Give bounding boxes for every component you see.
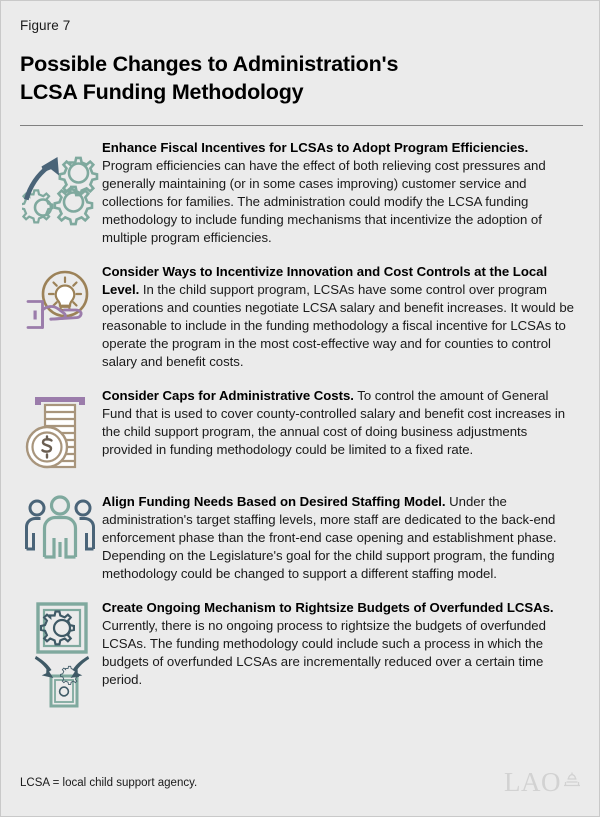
three-people-staffing-icon <box>20 491 102 583</box>
list-item-text <box>102 597 583 689</box>
list-item-text <box>102 491 583 583</box>
list-item-body: To control the amount of General Fund that is used to cover county-controlled salary and benefit cost increases in the child support program, the annual cost of doing business adjustments provided in funding methodology could be limited to a fixed rate. <box>102 388 566 458</box>
page-title <box>20 50 540 107</box>
list-item-body: Program efficiencies can have the effect of both relieving cost pressures and generally maintaining (or in some cases improving) customer service and collections for families. The administration could modify the LCSA funding methodology to include funding mechanisms that incentivize the adoption of multiple program efficiencies. <box>102 158 546 246</box>
figure-label: Figure 7 <box>20 18 71 33</box>
capped-coin-stack-icon <box>20 385 102 477</box>
page-title-line-2: LCSA Funding Methodology <box>20 80 304 105</box>
title-divider <box>20 125 583 126</box>
recommendation-list <box>1 137 600 703</box>
gears-with-up-arrow-icon <box>20 137 102 229</box>
capitol-dome-icon <box>562 771 582 794</box>
list-item-heading: Align Funding Needs Based on Desired Staffing Model. <box>102 494 446 510</box>
list-item-body: In the child support program, LCSAs have some control over program operations and counties negotiate LCSA salary and benefit increases. It would be reasonable to include in the funding methodology a fiscal incentive for LCSAs to operate the program in the most cost-effective way and for counties to control salary and benefit costs. <box>102 282 574 370</box>
lao-logo <box>504 769 582 796</box>
list-item-text <box>102 385 583 459</box>
list-item <box>1 491 600 583</box>
list-item <box>1 137 600 247</box>
list-item <box>1 261 600 371</box>
list-item-heading: Enhance Fiscal Incentives for LCSAs to Adopt Program Efficiencies. <box>102 140 529 155</box>
lao-logo-text: LAO <box>504 767 561 797</box>
list-item-body: Currently, there is no ongoing process to rightsize the budgets of overfunded LCSAs. The funding methodology could include such a process in which the budgets of overfunded LCSAs are incrementally reduced over a certain time period. <box>102 618 546 688</box>
hand-holding-lightbulb-icon <box>20 261 102 353</box>
rightsize-gears-downsizing-icon <box>20 597 102 689</box>
page-title-line-1: Possible Changes to Administration's <box>20 52 399 76</box>
list-item-heading: Consider Caps for Administrative Costs. <box>102 388 354 404</box>
list-item-text <box>102 137 583 247</box>
list-item-body: Under the administration's target staffing levels, more staff are dedicated to the back-end enforcement phase than the front-end case opening and establishment phase. Depending on the Legislature's goal for the child support program, the funding methodology could be changed to support a different staffing model. <box>102 494 557 582</box>
footnote: LCSA = local child support agency. <box>20 777 198 789</box>
list-item-heading: Create Ongoing Mechanism to Rightsize Budgets of Overfunded LCSAs. <box>102 600 554 616</box>
list-item-heading: Consider Ways to Incentivize Innovation and Cost Controls at the Local Level. <box>102 264 548 298</box>
list-item <box>1 597 600 689</box>
list-item-text <box>102 261 583 371</box>
list-item <box>1 385 600 477</box>
